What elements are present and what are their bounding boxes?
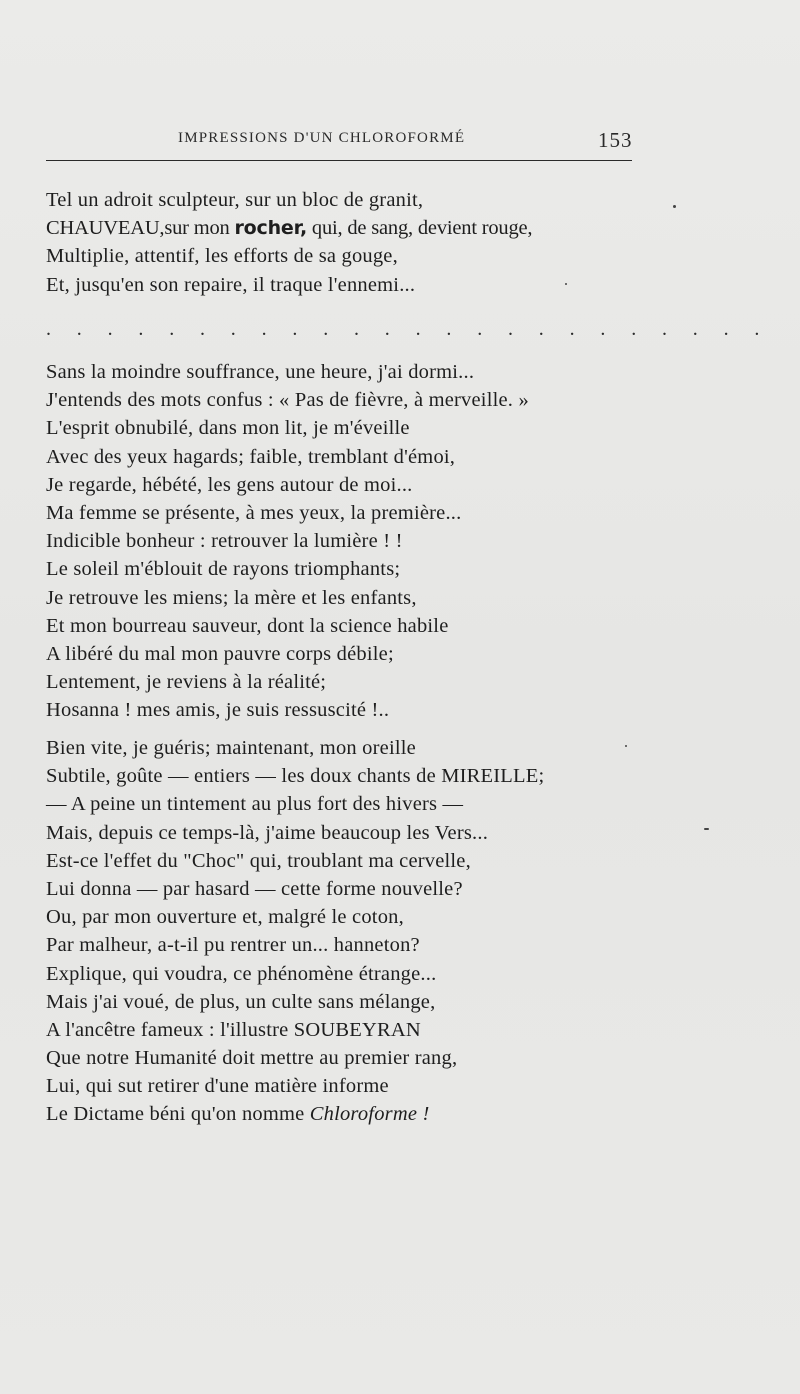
verse-line: Bien vite, je guéris; maintenant, mon oreille bbox=[46, 737, 416, 759]
verse-line: Est-ce l'effet du "Choc" qui, troublant ma cervelle, bbox=[46, 849, 471, 872]
scan-speck bbox=[704, 828, 709, 830]
running-title-text: IMPRESSIONS D'UN CHLOROFORMÉ bbox=[178, 130, 466, 146]
verse-text: CHAUVEAU,sur mon bbox=[46, 217, 235, 240]
verse-line: Lui, qui sut retirer d'une matière informe bbox=[46, 1075, 389, 1098]
section-separator-dots: . . . . . . . . . . . . . . . . . . . . . . . . bbox=[46, 318, 770, 340]
stanza-2 bbox=[46, 358, 646, 724]
verse-line: Ma femme se présente, à mes yeux, la première... bbox=[46, 501, 462, 524]
verse-line: Lentement, je reviens à la réalité; bbox=[46, 671, 327, 694]
verse-line: Subtile, goûte — entiers — les doux chants de MIREILLE; bbox=[46, 765, 545, 788]
verse-line: Multiplie, attentif, les efforts de sa gouge, bbox=[46, 245, 398, 268]
verse-line: Que notre Humanité doit mettre au premier rang, bbox=[46, 1047, 458, 1070]
verse-text: qui, de sang, devient rouge, bbox=[307, 217, 533, 240]
verse-line bbox=[46, 1100, 646, 1128]
verse-line: L'esprit obnubilé, dans mon lit, je m'éveille bbox=[46, 417, 410, 440]
scan-speck bbox=[673, 205, 676, 208]
running-title bbox=[178, 130, 465, 147]
emphasized-word: rocher, bbox=[234, 217, 307, 240]
verse-line: Et mon bourreau sauveur, dont la science habile bbox=[46, 614, 449, 637]
verse-line: Indicible bonheur : retrouver la lumière ! ! bbox=[46, 530, 403, 553]
verse-line: J'entends des mots confus : « Pas de fièvre, à merveille. » bbox=[46, 389, 529, 412]
italic-word: Chloroforme ! bbox=[309, 1103, 430, 1126]
verse-line: Je retrouve les miens; la mère et les enfants, bbox=[46, 586, 417, 609]
verse-line: Hosanna ! mes amis, je suis ressuscité !.. bbox=[46, 699, 390, 722]
scan-speck bbox=[565, 283, 567, 285]
verse-line bbox=[46, 214, 646, 242]
verse-line: Explique, qui voudra, ce phénomène étrange... bbox=[46, 962, 437, 985]
scan-speck bbox=[625, 745, 627, 747]
verse-line: Mais j'ai voué, de plus, un culte sans mélange, bbox=[46, 990, 436, 1013]
stanza-3 bbox=[46, 734, 646, 1129]
verse-line: Lui donna — par hasard — cette forme nouvelle? bbox=[46, 877, 463, 900]
verse-line: Avec des yeux hagards; faible, tremblant d'émoi, bbox=[46, 445, 456, 468]
verse-line: — A peine un tintement au plus fort des hivers — bbox=[46, 793, 464, 816]
verse-line: Mais, depuis ce temps-là, j'aime beaucoup les Vers... bbox=[46, 821, 489, 844]
verse-line: A libéré du mal mon pauvre corps débile; bbox=[46, 642, 394, 665]
verse-line: A l'ancêtre fameux : l'illustre SOUBEYRAN bbox=[46, 1018, 421, 1041]
verse-line: Ou, par mon ouverture et, malgré le coton, bbox=[46, 906, 404, 929]
verse-line: Tel un adroit sculpteur, sur un bloc de granit, bbox=[46, 189, 424, 211]
verse-line: Je regarde, hébété, les gens autour de moi... bbox=[46, 473, 413, 496]
verse-line: Par malheur, a-t-il pu rentrer un... hanneton? bbox=[46, 934, 420, 957]
stanza-1 bbox=[46, 186, 646, 299]
header-rule bbox=[46, 160, 632, 161]
verse-line: Sans la moindre souffrance, une heure, j'ai dormi... bbox=[46, 361, 475, 383]
verse-text: Le Dictame béni qu'on nomme bbox=[46, 1103, 310, 1126]
verse-line: Et, jusqu'en son repaire, il traque l'ennemi... bbox=[46, 273, 416, 296]
verse-line: Le soleil m'éblouit de rayons triomphants; bbox=[46, 558, 401, 581]
page-number: 153 bbox=[598, 128, 633, 152]
